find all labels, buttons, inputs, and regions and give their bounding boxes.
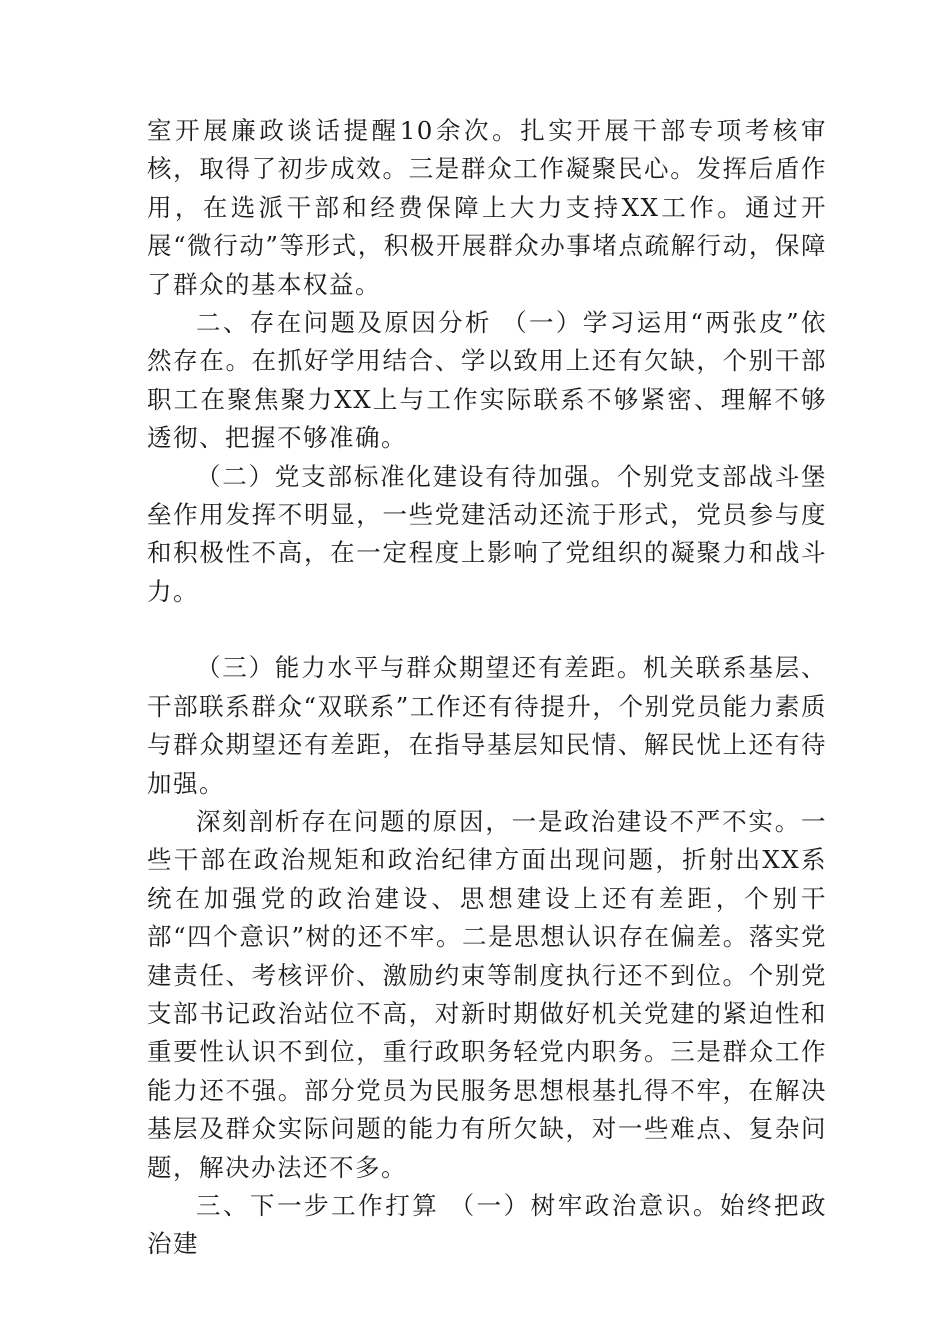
document-body: [147, 112, 827, 1264]
paragraph-spacer: [147, 611, 827, 649]
paragraph-section-two-heading: 二、存在问题及原因分析 （一）学习运用“两张皮”依然存在。在抓好学用结合、学以致用上还有欠缺，个别干部职工在聚焦聚力XX上与工作实际联系不够紧密、理解不够透彻、把握不够准确。: [147, 308, 827, 453]
paragraph-party-branch-standardization: （二）党支部标准化建设有待加强。个别党支部战斗堡垒作用发挥不明显，一些党建活动还流于形式，党员参与度和积极性不高，在一定程度上影响了党组织的凝聚力和战斗力。: [147, 461, 827, 606]
paragraph-ability-gap: （三）能力水平与群众期望还有差距。机关联系基层、干部联系群众“双联系”工作还有待提升，个别党员能力素质与群众期望还有差距，在指导基层知民情、解民忧上还有待加强。: [147, 653, 827, 798]
paragraph-section-three-heading: 三、下一步工作打算 （一）树牢政治意识。始终把政治建: [147, 1190, 827, 1259]
paragraph-continued-achievements: 室开展廉政谈话提醒10余次。扎实开展干部专项考核审核，取得了初步成效。三是群众工作凝聚民心。发挥后盾作用，在选派干部和经费保障上大力支持XX工作。通过开展“微行动”等形式，积极开展群众办事堵点疏解行动，保障了群众的基本权益。: [147, 116, 827, 299]
paragraph-cause-analysis: 深刻剖析存在问题的原因，一是政治建设不严不实。一些干部在政治规矩和政治纪律方面出现问题，折射出XX系统在加强党的政治建设、思想建设上还有差距，个别干部“四个意识”树的还不牢。二是思想认识存在偏差。落实党建责任、考核评价、激励约束等制度执行还不到位。个别党支部书记政治站位不高，对新时期做好机关党建的紧迫性和重要性认识不到位，重行政职务轻党内职务。三是群众工作能力还不强。部分党员为民服务思想根基扎得不牢，在解决基层及群众实际问题的能力有所欠缺，对一些难点、复杂问题，解决办法还不多。: [147, 806, 827, 1182]
